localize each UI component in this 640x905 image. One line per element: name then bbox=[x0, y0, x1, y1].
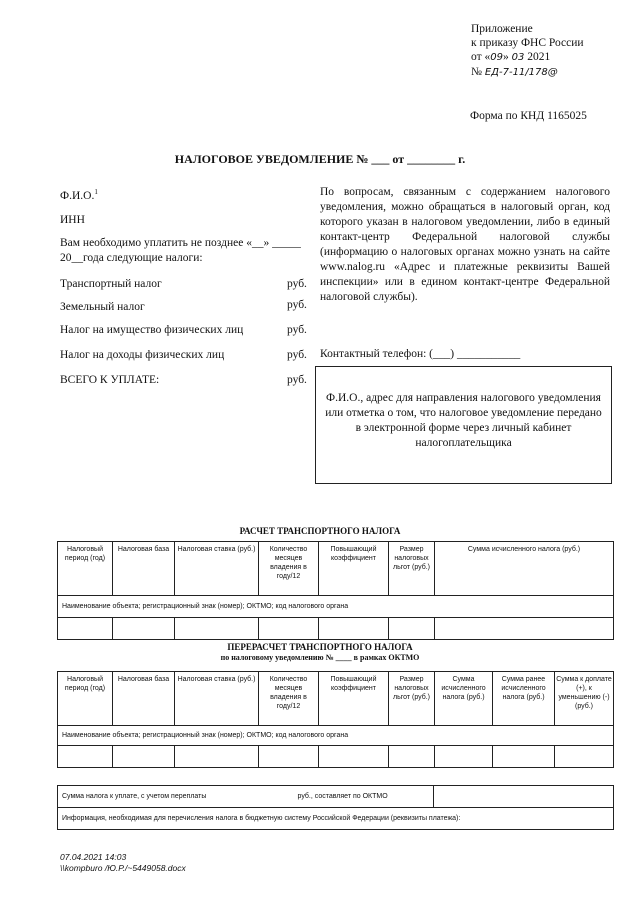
header-cell: Сумма исчисленного налога (руб.) bbox=[435, 542, 614, 596]
header-cell: Сумма к доплате (+), к уменьшению (-) (руб.) bbox=[555, 672, 614, 726]
header-cell: Количество месяцев владения в году/12 bbox=[259, 542, 319, 596]
appendix-block bbox=[471, 22, 631, 80]
contact-info-paragraph: По вопросам, связанным с содержанием налогового уведомления, можно обращаться в налоговый орган, код которого указан в налоговом уведомлении, либо в единый контакт-центр Федеральной налоговой службы (информацию о налоговых органах можно узнать на сайте www.nalog.ru «Адрес и платежные реквизиты Вашей инспекции» или в едином контакт-центре Федеральной налоговой службы). bbox=[320, 186, 610, 303]
footer-datetime: 07.04.2021 14:03 bbox=[60, 852, 127, 862]
notice-title: НАЛОГОВОЕ УВЕДОМЛЕНИЕ № ___ от ________ г. bbox=[174, 152, 466, 166]
tax-income-label: Налог на доходы физических лиц bbox=[60, 349, 225, 361]
empty-cell[interactable] bbox=[555, 746, 614, 768]
empty-cell[interactable] bbox=[175, 618, 259, 640]
footer-file: \\kompburo /Ю.Р./~5449058.docx bbox=[60, 863, 186, 873]
total-label: ВСЕГО К УПЛАТЕ: bbox=[60, 374, 160, 386]
oktmo-label: руб., составляет по ОКТМО bbox=[297, 793, 388, 800]
header-cell: Налоговая ставка (руб.) bbox=[175, 542, 259, 596]
pay-deadline-line1: Вам необходимо уплатить не позднее «__» _____ bbox=[60, 237, 301, 249]
empty-cell[interactable] bbox=[389, 746, 435, 768]
recalc-table bbox=[57, 671, 614, 768]
tax-land-unit: руб. bbox=[287, 299, 307, 311]
empty-cell[interactable] bbox=[389, 618, 435, 640]
recalc-object-row bbox=[58, 726, 614, 746]
contact-phone: Контактный телефон: (___) ___________ bbox=[320, 348, 521, 360]
header-cell: Сумма ранее исчисленного налога (руб.) bbox=[493, 672, 555, 726]
tax-transport-unit: руб. bbox=[287, 278, 307, 290]
tax-property-label: Налог на имущество физических лиц bbox=[60, 324, 244, 336]
header-cell: Размер налоговых льгот (руб.) bbox=[389, 672, 435, 726]
header-cell: Сумма исчисленного налога (руб.) bbox=[435, 672, 493, 726]
payment-info-row bbox=[58, 808, 614, 830]
appendix-line2: к приказу ФНС России bbox=[471, 37, 584, 49]
empty-cell[interactable] bbox=[58, 746, 113, 768]
empty-cell[interactable] bbox=[58, 618, 113, 640]
header-cell: Количество месяцев владения в году/12 bbox=[259, 672, 319, 726]
header-cell: Повышающий коэффициент bbox=[319, 542, 389, 596]
header-cell: Налоговая база bbox=[113, 542, 175, 596]
empty-cell[interactable] bbox=[175, 746, 259, 768]
inn-label: ИНН bbox=[60, 214, 85, 226]
appendix-date: от «09» 03 2021 bbox=[471, 51, 551, 63]
empty-cell[interactable] bbox=[113, 618, 175, 640]
empty-cell[interactable] bbox=[493, 746, 555, 768]
transport-object-row bbox=[58, 596, 614, 618]
empty-cell[interactable] bbox=[435, 618, 614, 640]
header-cell: Размер налоговых льгот (руб.) bbox=[389, 542, 435, 596]
appendix-date-month: 03 bbox=[511, 52, 525, 63]
empty-cell[interactable] bbox=[113, 746, 175, 768]
payment-info-cell: Информация, необходимая для перечисления налога в бюджетную систему Российской Федерации (реквизиты платежа): bbox=[58, 808, 614, 830]
total-unit: руб. bbox=[287, 374, 307, 386]
transport-header-row bbox=[58, 542, 614, 596]
overpay-label: Сумма налога к уплате, с учетом переплаты bbox=[62, 793, 207, 800]
header-cell: Налоговый период (год) bbox=[58, 542, 113, 596]
object-cell: Наименование объекта; регистрационный знак (номер); ОКТМО; код налогового органа bbox=[58, 726, 614, 746]
oktmo-value-cell[interactable] bbox=[434, 786, 614, 808]
appendix-number: № ЕД-7-11/178@ bbox=[471, 66, 558, 78]
header-cell: Налоговая ставка (руб.) bbox=[175, 672, 259, 726]
empty-cell[interactable] bbox=[435, 746, 493, 768]
recalc-header-row bbox=[58, 672, 614, 726]
empty-cell[interactable] bbox=[259, 746, 319, 768]
fio-label: Ф.И.О.$^1$ bbox=[60, 188, 98, 202]
object-cell: Наименование объекта; регистрационный знак (номер); ОКТМО; код налогового органа bbox=[58, 596, 614, 618]
transport-table bbox=[57, 541, 614, 640]
summary-row bbox=[58, 786, 614, 808]
tax-property-unit: руб. bbox=[287, 324, 307, 336]
recalc-section-title: ПЕРЕРАСЧЕТ ТРАНСПОРТНОГО НАЛОГА bbox=[227, 642, 413, 652]
tax-land-label: Земельный налог bbox=[60, 301, 145, 313]
transport-section-title: РАСЧЕТ ТРАНСПОРТНОГО НАЛОГА bbox=[239, 526, 401, 536]
address-box: Ф.И.О., адрес для направления налогового уведомления или отметка о том, что налоговое уведомление передано в электронной форме через личный кабинет налогоплательщика bbox=[315, 366, 612, 484]
empty-cell[interactable] bbox=[319, 618, 389, 640]
form-code: Форма по КНД 1165025 bbox=[470, 110, 587, 122]
summary-table bbox=[57, 785, 614, 830]
recalc-empty-row bbox=[58, 746, 614, 768]
empty-cell[interactable] bbox=[319, 746, 389, 768]
tax-transport-label: Транспортный налог bbox=[60, 278, 162, 290]
appendix-date-day: 09 bbox=[490, 52, 503, 63]
pay-deadline-line2: 20__года следующие налоги: bbox=[60, 252, 203, 264]
appendix-line1: Приложение bbox=[471, 23, 533, 35]
tax-income-unit: руб. bbox=[287, 349, 307, 361]
empty-cell[interactable] bbox=[259, 618, 319, 640]
header-cell: Налоговая база bbox=[113, 672, 175, 726]
overpay-cell bbox=[58, 786, 434, 808]
footer bbox=[60, 852, 186, 874]
transport-empty-row bbox=[58, 618, 614, 640]
appendix-number-value: ЕД-7-11/178@ bbox=[484, 67, 558, 78]
header-cell: Налоговый период (год) bbox=[58, 672, 113, 726]
recalc-section-subtitle: по налоговому уведомлению № ____ в рамках ОКТМО bbox=[220, 653, 420, 662]
header-cell: Повышающий коэффициент bbox=[319, 672, 389, 726]
